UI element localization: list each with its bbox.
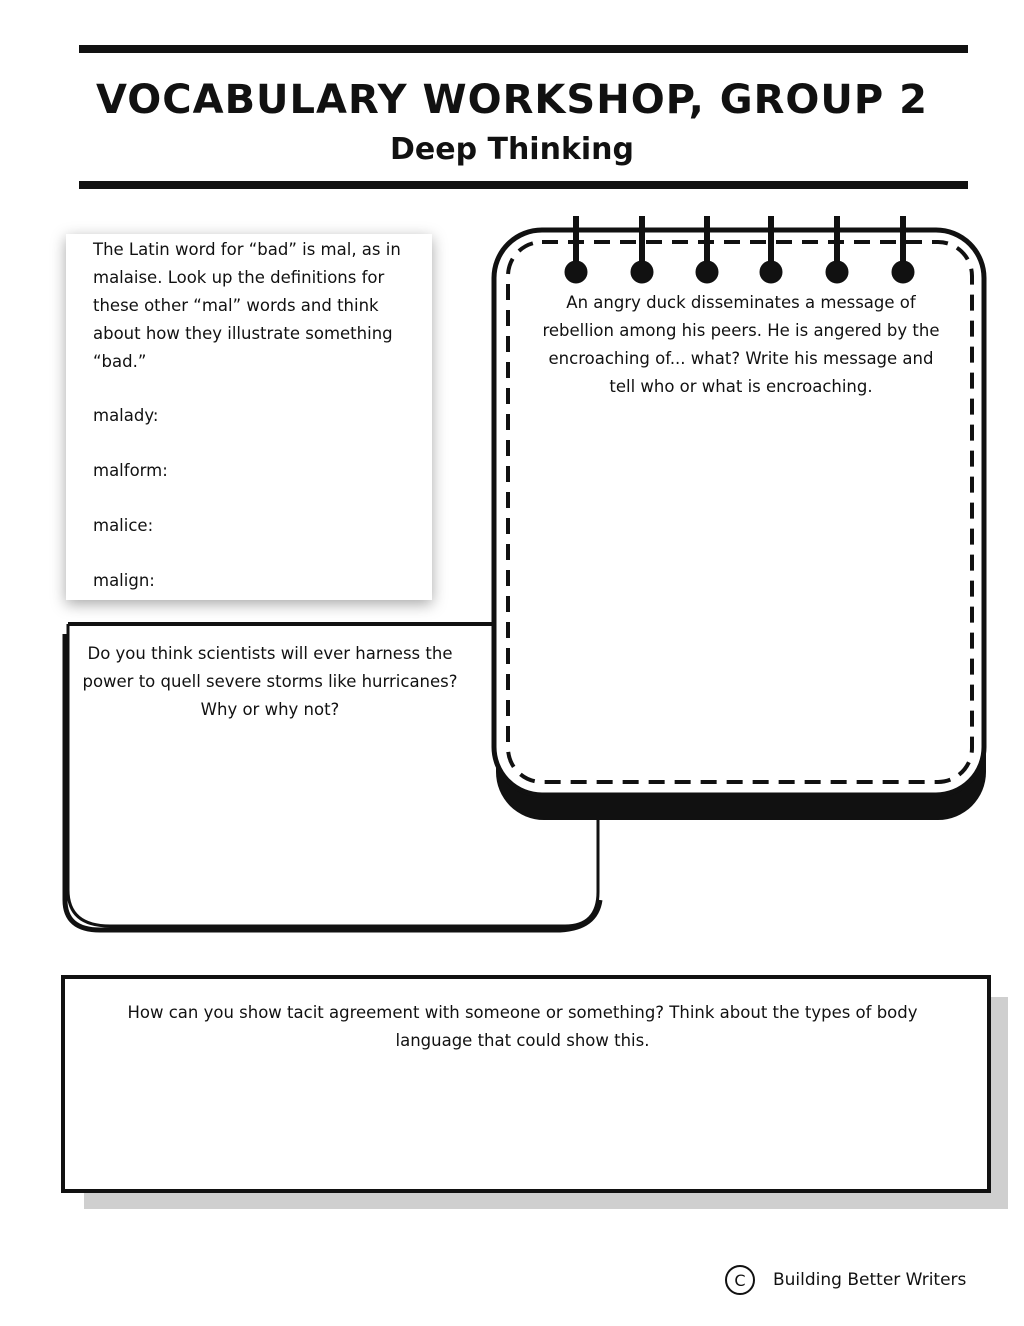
page-title: VOCABULARY WORKSHOP, GROUP 2: [96, 77, 928, 123]
word-malice: malice:: [93, 516, 154, 535]
latin-word-card: [66, 234, 432, 600]
header-top-rule: [79, 45, 968, 53]
notebook-question-box: [490, 212, 990, 827]
footer-credit: [725, 1262, 966, 1298]
latin-intro-text: The Latin word for “bad” is mal, as in malaise. Look up the definitions for these other “mal” words and think about how they illustrate something “bad.”: [93, 240, 401, 371]
tacit-prompt: How can you show tacit agreement with someone or something? Think about the types of body language that could show this.: [127, 1003, 918, 1050]
credit-text: Building Better Writers: [773, 1270, 967, 1290]
word-malform: malform:: [93, 461, 168, 480]
copyright-icon: C: [725, 1265, 755, 1295]
storm-prompt: Do you think scientists will ever harness the power to quell severe storms like hurricanes? Why or why not?: [82, 644, 458, 719]
tacit-question-box: [61, 975, 991, 1193]
page-subtitle: Deep Thinking: [389, 132, 635, 167]
duck-prompt: An angry duck disseminates a message of rebellion among his peers. He is angered by the encroaching of... what? Write his message and tell who or what is encroaching.: [542, 293, 940, 396]
header-bottom-rule: [79, 181, 968, 189]
word-malady: malady:: [93, 406, 159, 425]
word-malign: malign:: [93, 571, 155, 590]
